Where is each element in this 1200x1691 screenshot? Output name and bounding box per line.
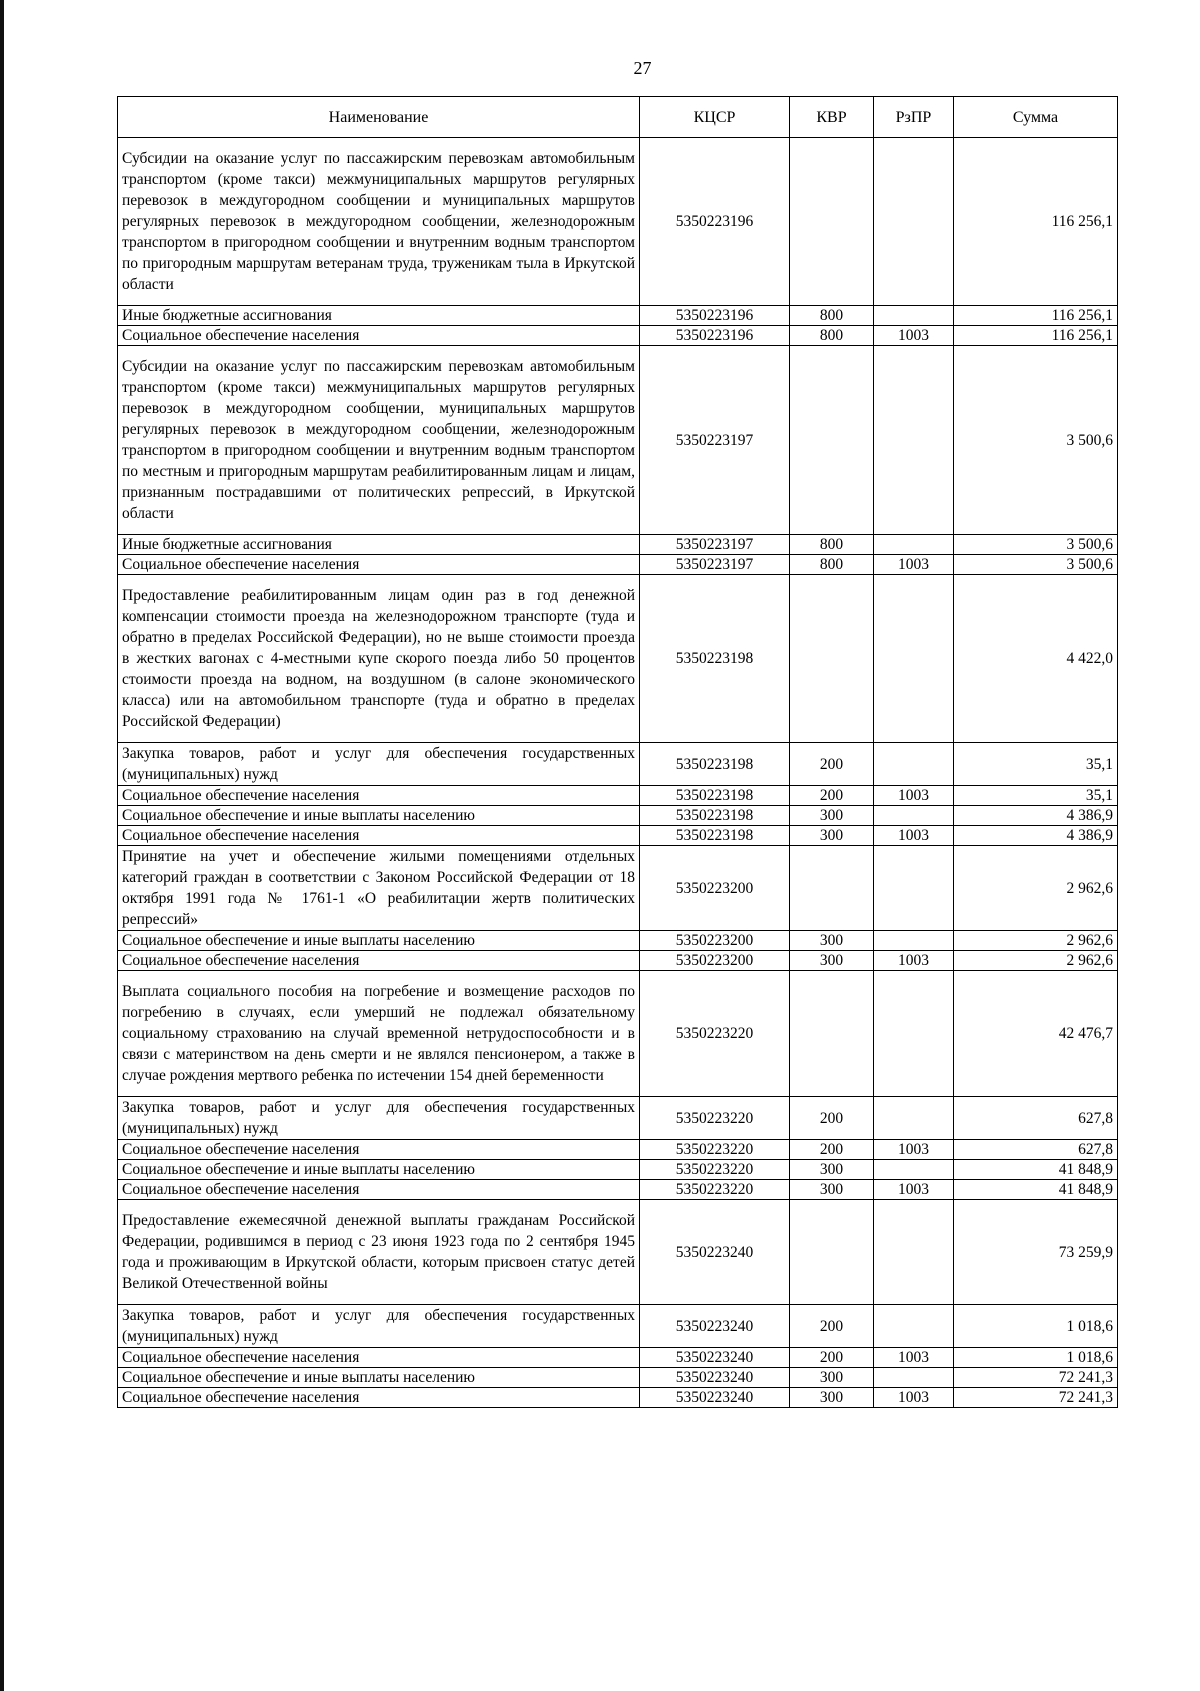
header-name: Наименование bbox=[118, 97, 640, 138]
row-kcsr: 5350223200 bbox=[640, 931, 790, 951]
header-sum: Сумма bbox=[954, 97, 1118, 138]
row-kvr: 200 bbox=[790, 786, 874, 806]
row-kvr: 300 bbox=[790, 826, 874, 846]
row-rzpr bbox=[874, 743, 954, 786]
row-sum: 3 500,6 bbox=[954, 555, 1118, 575]
row-rzpr: 1003 bbox=[874, 1180, 954, 1200]
row-sum: 116 256,1 bbox=[954, 326, 1118, 346]
row-kvr bbox=[790, 346, 874, 535]
row-kcsr: 5350223200 bbox=[640, 951, 790, 971]
row-kcsr: 5350223197 bbox=[640, 555, 790, 575]
row-rzpr bbox=[874, 1305, 954, 1348]
budget-table-container bbox=[117, 96, 1117, 1408]
row-rzpr: 1003 bbox=[874, 826, 954, 846]
row-rzpr bbox=[874, 1368, 954, 1388]
table-row bbox=[118, 1097, 1118, 1140]
row-kcsr: 5350223220 bbox=[640, 1180, 790, 1200]
row-kvr: 800 bbox=[790, 326, 874, 346]
table-row bbox=[118, 1368, 1118, 1388]
table-row bbox=[118, 846, 1118, 931]
row-kvr: 200 bbox=[790, 1305, 874, 1348]
row-name: Социальное обеспечение населения bbox=[118, 1348, 640, 1368]
row-sum: 2 962,6 bbox=[954, 846, 1118, 931]
row-kcsr: 5350223198 bbox=[640, 786, 790, 806]
row-name: Социальное обеспечение и иные выплаты населению bbox=[118, 1160, 640, 1180]
row-sum: 116 256,1 bbox=[954, 306, 1118, 326]
table-row bbox=[118, 951, 1118, 971]
row-name: Социальное обеспечение населения bbox=[118, 555, 640, 575]
row-name: Социальное обеспечение и иные выплаты населению bbox=[118, 931, 640, 951]
table-row bbox=[118, 971, 1118, 1097]
row-kvr: 800 bbox=[790, 306, 874, 326]
row-name: Социальное обеспечение населения bbox=[118, 1388, 640, 1408]
table-header-row bbox=[118, 97, 1118, 138]
row-name: Социальное обеспечение населения bbox=[118, 326, 640, 346]
table-row bbox=[118, 826, 1118, 846]
table-row bbox=[118, 326, 1118, 346]
row-rzpr: 1003 bbox=[874, 1348, 954, 1368]
row-kcsr: 5350223196 bbox=[640, 138, 790, 306]
table-row bbox=[118, 743, 1118, 786]
row-rzpr bbox=[874, 306, 954, 326]
row-name: Социальное обеспечение населения bbox=[118, 1180, 640, 1200]
row-rzpr bbox=[874, 346, 954, 535]
row-kcsr: 5350223220 bbox=[640, 1160, 790, 1180]
row-rzpr bbox=[874, 138, 954, 306]
row-name: Социальное обеспечение населения bbox=[118, 951, 640, 971]
row-kcsr: 5350223240 bbox=[640, 1200, 790, 1305]
header-kcsr: КЦСР bbox=[640, 97, 790, 138]
row-name: Социальное обеспечение населения bbox=[118, 826, 640, 846]
row-name: Социальное обеспечение и иные выплаты населению bbox=[118, 1368, 640, 1388]
row-kvr: 800 bbox=[790, 535, 874, 555]
row-rzpr bbox=[874, 1097, 954, 1140]
row-kvr: 800 bbox=[790, 555, 874, 575]
row-sum: 4 386,9 bbox=[954, 826, 1118, 846]
row-kcsr: 5350223197 bbox=[640, 346, 790, 535]
row-sum: 116 256,1 bbox=[954, 138, 1118, 306]
row-sum: 72 241,3 bbox=[954, 1388, 1118, 1408]
table-row bbox=[118, 1348, 1118, 1368]
table-row bbox=[118, 931, 1118, 951]
row-rzpr: 1003 bbox=[874, 1140, 954, 1160]
table-row bbox=[118, 575, 1118, 743]
row-name: Предоставление ежемесячной денежной выплаты гражданам Российской Федерации, родившимся в период с 23 июня 1923 года по 2 сентября 1945 года и проживающим в Иркутской области, которым присвоен статус детей Великой Отечественной войны bbox=[118, 1200, 640, 1305]
row-rzpr bbox=[874, 971, 954, 1097]
row-sum: 72 241,3 bbox=[954, 1368, 1118, 1388]
row-rzpr bbox=[874, 535, 954, 555]
table-row bbox=[118, 1305, 1118, 1348]
budget-table bbox=[117, 96, 1118, 1408]
row-kcsr: 5350223240 bbox=[640, 1305, 790, 1348]
row-sum: 35,1 bbox=[954, 786, 1118, 806]
table-row bbox=[118, 1160, 1118, 1180]
row-rzpr: 1003 bbox=[874, 555, 954, 575]
row-kvr bbox=[790, 138, 874, 306]
row-kcsr: 5350223220 bbox=[640, 1140, 790, 1160]
header-rzpr: РзПР bbox=[874, 97, 954, 138]
row-sum: 2 962,6 bbox=[954, 951, 1118, 971]
row-kvr: 200 bbox=[790, 1097, 874, 1140]
row-kvr: 300 bbox=[790, 931, 874, 951]
row-rzpr: 1003 bbox=[874, 786, 954, 806]
row-rzpr: 1003 bbox=[874, 326, 954, 346]
row-kvr: 200 bbox=[790, 1348, 874, 1368]
table-row bbox=[118, 806, 1118, 826]
row-name: Выплата социального пособия на погребение и возмещение расходов по погребению в случаях, если умерший не подлежал обязательному социальному страхованию на случай временной нетрудоспособности и в связи с материнством на день смерти и не являлся пенсионером, а также в случае рождения мертвого ребенка по истечении 154 дней беременности bbox=[118, 971, 640, 1097]
row-sum: 41 848,9 bbox=[954, 1160, 1118, 1180]
row-sum: 3 500,6 bbox=[954, 346, 1118, 535]
row-kvr: 300 bbox=[790, 1388, 874, 1408]
table-row bbox=[118, 1200, 1118, 1305]
row-name: Принятие на учет и обеспечение жилыми помещениями отдельных категорий граждан в соответствии с Законом Российской Федерации от 18 октября 1991 года № 1761-1 «О реабилитации жертв политических репрессий» bbox=[118, 846, 640, 931]
row-kvr bbox=[790, 846, 874, 931]
row-rzpr bbox=[874, 1160, 954, 1180]
row-name: Закупка товаров, работ и услуг для обеспечения государственных (муниципальных) нужд bbox=[118, 1097, 640, 1140]
row-kcsr: 5350223198 bbox=[640, 826, 790, 846]
row-kcsr: 5350223240 bbox=[640, 1368, 790, 1388]
row-rzpr bbox=[874, 931, 954, 951]
row-name: Субсидии на оказание услуг по пассажирским перевозкам автомобильным транспортом (кроме такси) межмуниципальных маршрутов регулярных перевозок в междугородном сообщении и муниципальных маршрутов регулярных перевозок в междугородном сообщении, железнодорожным транспортом в пригородном сообщении и внутренним водным транспортом по пригородным маршрутам ветеранам труда, труженикам тыла в Иркутской области bbox=[118, 138, 640, 306]
table-row bbox=[118, 786, 1118, 806]
row-sum: 627,8 bbox=[954, 1097, 1118, 1140]
row-kvr: 300 bbox=[790, 1160, 874, 1180]
header-kvr: КВР bbox=[790, 97, 874, 138]
table-row bbox=[118, 306, 1118, 326]
row-name: Предоставление реабилитированным лицам один раз в год денежной компенсации стоимости проезда на железнодорожном транспорте (туда и обратно в пределах Российской Федерации), но не выше стоимости проезда в жестких вагонах с 4-местными купе скорого поезда либо 50 процентов стоимости проезда на водном, на воздушном (в салоне экономического класса) или на автомобильном транспорте (туда и обратно в пределах Российской Федерации) bbox=[118, 575, 640, 743]
row-sum: 1 018,6 bbox=[954, 1305, 1118, 1348]
row-sum: 627,8 bbox=[954, 1140, 1118, 1160]
row-rzpr bbox=[874, 1200, 954, 1305]
row-kcsr: 5350223200 bbox=[640, 846, 790, 931]
page-number: 27 bbox=[633, 58, 652, 78]
row-kcsr: 5350223198 bbox=[640, 743, 790, 786]
row-kcsr: 5350223198 bbox=[640, 575, 790, 743]
row-kcsr: 5350223196 bbox=[640, 306, 790, 326]
row-name: Закупка товаров, работ и услуг для обеспечения государственных (муниципальных) нужд bbox=[118, 1305, 640, 1348]
row-kcsr: 5350223240 bbox=[640, 1348, 790, 1368]
row-sum: 73 259,9 bbox=[954, 1200, 1118, 1305]
row-rzpr: 1003 bbox=[874, 951, 954, 971]
row-name: Социальное обеспечение и иные выплаты населению bbox=[118, 806, 640, 826]
row-kcsr: 5350223198 bbox=[640, 806, 790, 826]
row-sum: 41 848,9 bbox=[954, 1180, 1118, 1200]
row-sum: 1 018,6 bbox=[954, 1348, 1118, 1368]
row-sum: 2 962,6 bbox=[954, 931, 1118, 951]
row-sum: 3 500,6 bbox=[954, 535, 1118, 555]
table-row bbox=[118, 1180, 1118, 1200]
row-kcsr: 5350223240 bbox=[640, 1388, 790, 1408]
row-kcsr: 5350223197 bbox=[640, 535, 790, 555]
row-name: Закупка товаров, работ и услуг для обеспечения государственных (муниципальных) нужд bbox=[118, 743, 640, 786]
table-row bbox=[118, 1140, 1118, 1160]
row-rzpr bbox=[874, 846, 954, 931]
row-name: Иные бюджетные ассигнования bbox=[118, 306, 640, 326]
row-kvr bbox=[790, 1200, 874, 1305]
table-row bbox=[118, 1388, 1118, 1408]
row-kvr bbox=[790, 971, 874, 1097]
table-row bbox=[118, 138, 1118, 306]
row-kcsr: 5350223220 bbox=[640, 971, 790, 1097]
row-kvr: 200 bbox=[790, 1140, 874, 1160]
row-rzpr: 1003 bbox=[874, 1388, 954, 1408]
row-kcsr: 5350223220 bbox=[640, 1097, 790, 1140]
row-sum: 35,1 bbox=[954, 743, 1118, 786]
row-kvr: 300 bbox=[790, 951, 874, 971]
row-rzpr bbox=[874, 806, 954, 826]
row-name: Иные бюджетные ассигнования bbox=[118, 535, 640, 555]
row-kvr: 300 bbox=[790, 806, 874, 826]
row-sum: 4 422,0 bbox=[954, 575, 1118, 743]
row-kvr: 300 bbox=[790, 1368, 874, 1388]
row-kvr: 300 bbox=[790, 1180, 874, 1200]
table-row bbox=[118, 346, 1118, 535]
row-sum: 4 386,9 bbox=[954, 806, 1118, 826]
row-sum: 42 476,7 bbox=[954, 971, 1118, 1097]
binding-line bbox=[0, 0, 4, 1691]
row-rzpr bbox=[874, 575, 954, 743]
row-kvr: 200 bbox=[790, 743, 874, 786]
row-kcsr: 5350223196 bbox=[640, 326, 790, 346]
table-row bbox=[118, 535, 1118, 555]
row-name: Социальное обеспечение населения bbox=[118, 1140, 640, 1160]
row-name: Субсидии на оказание услуг по пассажирским перевозкам автомобильным транспортом (кроме такси) межмуниципальных маршрутов регулярных перевозок в междугородном сообщении, муниципальных маршрутов регулярных перевозок в междугородном сообщении, железнодорожным транспортом в пригородном сообщении и внутренним водным транспортом по местным и пригородным маршрутам реабилитированным лицам и лицам, признанным пострадавшими от политических репрессий, в Иркутской области bbox=[118, 346, 640, 535]
row-name: Социальное обеспечение населения bbox=[118, 786, 640, 806]
table-row bbox=[118, 555, 1118, 575]
row-kvr bbox=[790, 575, 874, 743]
